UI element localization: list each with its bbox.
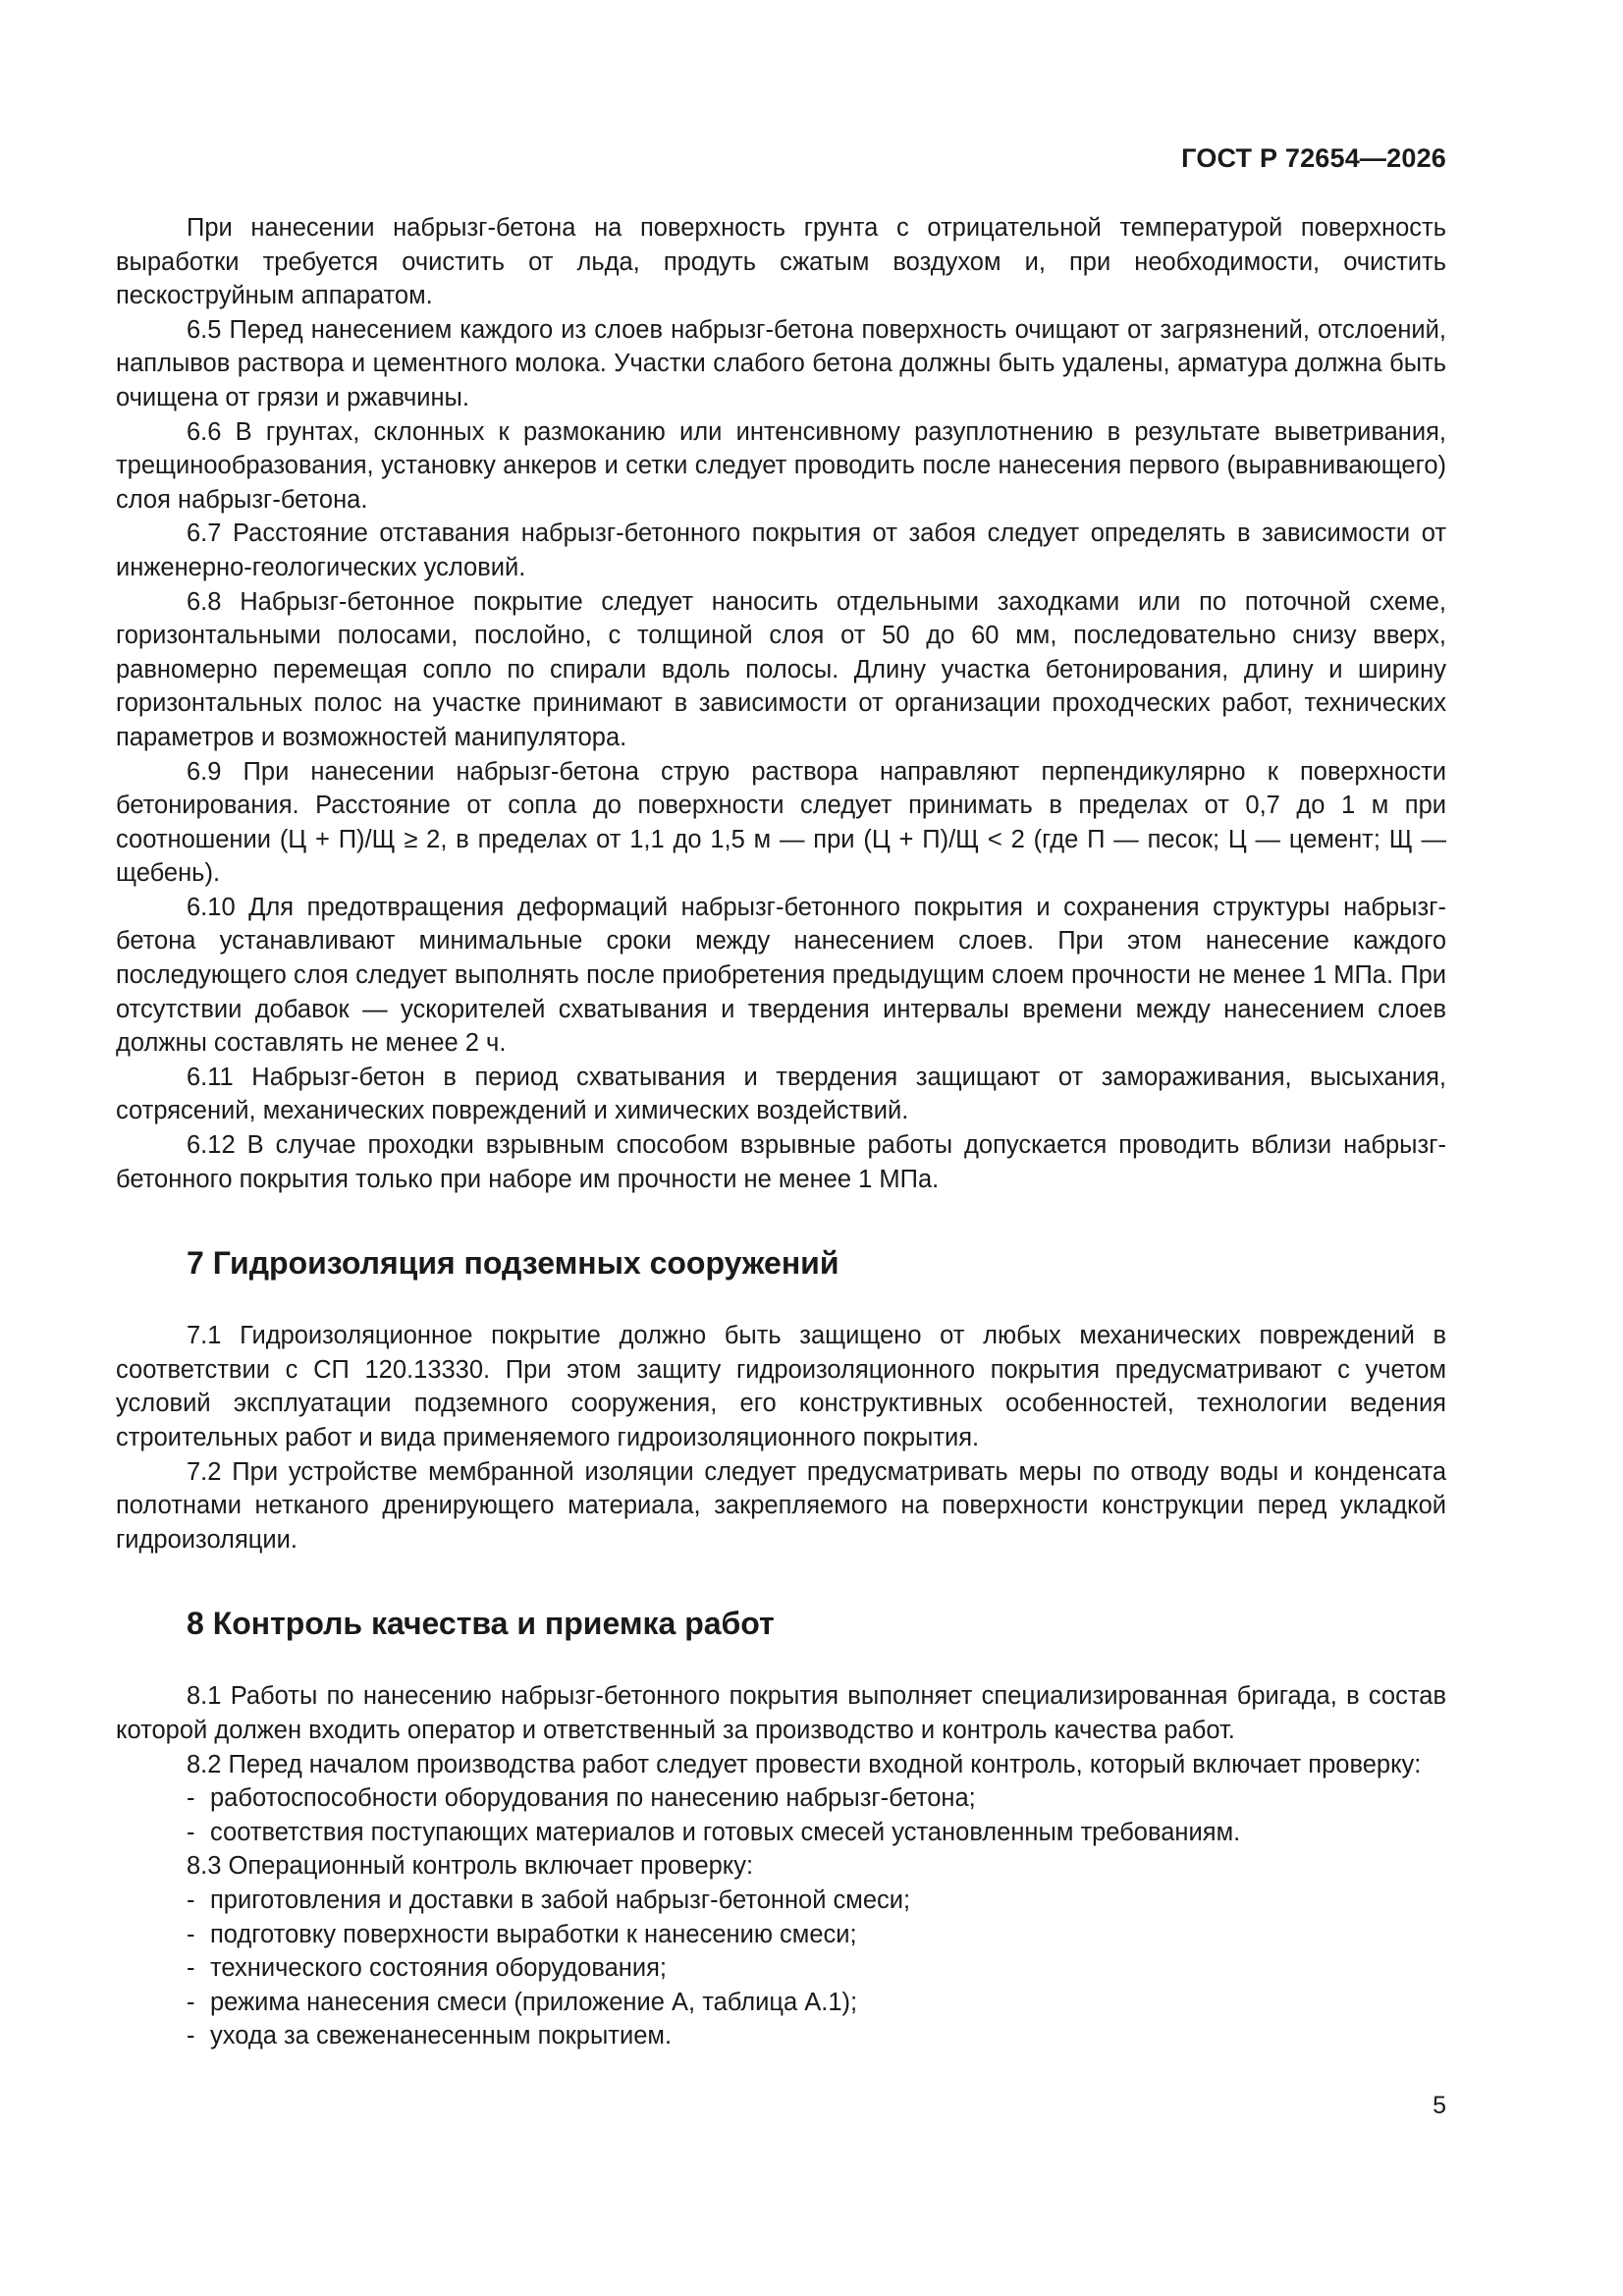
paragraph-6-10: 6.10 Для предотвращения деформаций набрызг-бетонного покрытия и сохранения структуры набрызг-бетона устанавливают минимальные сроки между нанесением слоев. При этом нанесение каждого последующего слоя следует выполнять после приобретения предыдущим слоем прочности не менее 1 МПа. При отсутствии добавок — ускорителей схватывания и твердения интервалы времени между нанесением слоев должны составлять не менее 2 ч.	[116, 893, 1446, 1058]
paragraph-8-1: 8.1 Работы по нанесению набрызг-бетонного покрытия выполняет специализированная бригада, в состав которой должен входить оператор и ответственный за производство и контроль качества работ.	[116, 1682, 1446, 1744]
paragraph-6-9: 6.9 При нанесении набрызг-бетона струю раствора направляют перпендикулярно к поверхности бетонирования. Расстояние от сопла до поверхности следует принимать в пределах от 0,7 до 1 м при соотношении (Ц + П)/Щ ≥ 2, в пределах от 1,1 до 1,5 м — при (Ц + П)/Щ < 2 (где П — песок; Ц — цемент; Щ — щебень).	[116, 757, 1446, 888]
input-control-list	[116, 1781, 1446, 1849]
list-dash: -	[187, 1886, 195, 1914]
list-item: - режима нанесения смеси (приложение А, таблица А.1);	[116, 1986, 1446, 2020]
list-item: - подготовку поверхности выработки к нанесению смеси;	[116, 1918, 1446, 1952]
list-item: - соответствия поступающих материалов и готовых смесей установленным требованиям.	[116, 1816, 1446, 1850]
list-dash: -	[187, 1818, 195, 1846]
paragraph-6-7: 6.7 Расстояние отставания набрызг-бетонного покрытия от забоя следует определять в зависимости от инженерно-геологических условий.	[116, 519, 1446, 581]
list-dash: -	[187, 1784, 195, 1813]
paragraph-8-2: 8.2 Перед началом производства работ следует провести входной контроль, который включает проверку:	[187, 1750, 1422, 1778]
paragraph-6-11: 6.11 Набрызг-бетон в период схватывания и твердения защищают от замораживания, высыхания, сотрясений, механических повреждений и химических воздействий.	[116, 1063, 1446, 1125]
paragraph-7-1: 7.1 Гидроизоляционное покрытие должно быть защищено от любых механических повреждений в соответствии с СП 120.13330. При этом защиту гидроизоляционного покрытия предусматривают с учетом условий эксплуатации подземного сооружения, его конструктивных особенностей, технологии ведения строительных работ и вида применяемого гидроизоляционного покрытия.	[116, 1322, 1446, 1451]
paragraph-6-12: 6.12 В случае проходки взрывным способом взрывные работы допускается проводить вблизи набрызг-бетонного покрытия только при наборе им прочности не менее 1 МПа.	[116, 1131, 1446, 1193]
list-item: - приготовления и доставки в забой набрызг-бетонной смеси;	[116, 1884, 1446, 1918]
paragraph-6-5: 6.5 Перед нанесением каждого из слоев набрызг-бетона поверхность очищают от загрязнений, отслоений, наплывов раствора и цементного молока. Участки слабого бетона должны быть удалены, арматура должна быть очищена от грязи и ржавчины.	[116, 315, 1446, 411]
list-dash: -	[187, 1988, 195, 2016]
list-item: - работоспособности оборудования по нанесению набрызг-бетона;	[116, 1781, 1446, 1816]
list-item: - ухода за свеженанесенным покрытием.	[116, 2019, 1446, 2053]
list-dash: -	[187, 1920, 195, 1948]
page-number: 5	[1433, 2092, 1446, 2119]
paragraph-6-8: 6.8 Набрызг-бетонное покрытие следует наносить отдельными заходками или по поточной схеме, горизонтальными полосами, послойно, с толщиной слоя от 50 до 60 мм, последовательно снизу вверх, равномерно перемещая сопло по спирали вдоль полосы. Длину участка бетонирования, длину и ширину горизонтальных полос на участке принимают в зависимости от организации проходческих работ, технических параметров и возможностей манипулятора.	[116, 587, 1446, 751]
paragraph-8-3: 8.3 Операционный контроль включает проверку:	[187, 1852, 754, 1881]
section-7-heading: 7 Гидроизоляция подземных сооружений	[187, 1245, 839, 1282]
document-body	[116, 211, 1446, 2053]
list-dash: -	[187, 1954, 195, 1983]
list-item: - технического состояния оборудования;	[116, 1951, 1446, 1986]
operational-control-list	[116, 1884, 1446, 2053]
list-dash: -	[187, 2022, 195, 2050]
paragraph-6-6: 6.6 В грунтах, склонных к размоканию или интенсивному разуплотнению в результате выветривания, трещинообразования, установку анкеров и сетки следует проводить после нанесения первого (выравнивающего) слоя набрызг-бетона.	[116, 417, 1446, 514]
document-code-header: ГОСТ Р 72654—2026	[1181, 143, 1446, 173]
paragraph-7-2: 7.2 При устройстве мембранной изоляции следует предусматривать меры по отводу воды и конденсата полотнами нетканого дренирующего материала, закрепляемого на поверхности конструкции перед укладкой гидроизоляции.	[116, 1457, 1446, 1554]
paragraph-surface-cleaning: При нанесении набрызг-бетона на поверхность грунта с отрицательной температурой поверхность выработки требуется очистить от льда, продуть сжатым воздухом и, при необходимости, очистить пескоструйным аппаратом.	[116, 214, 1446, 310]
section-8-heading: 8 Контроль качества и приемка работ	[187, 1606, 775, 1642]
